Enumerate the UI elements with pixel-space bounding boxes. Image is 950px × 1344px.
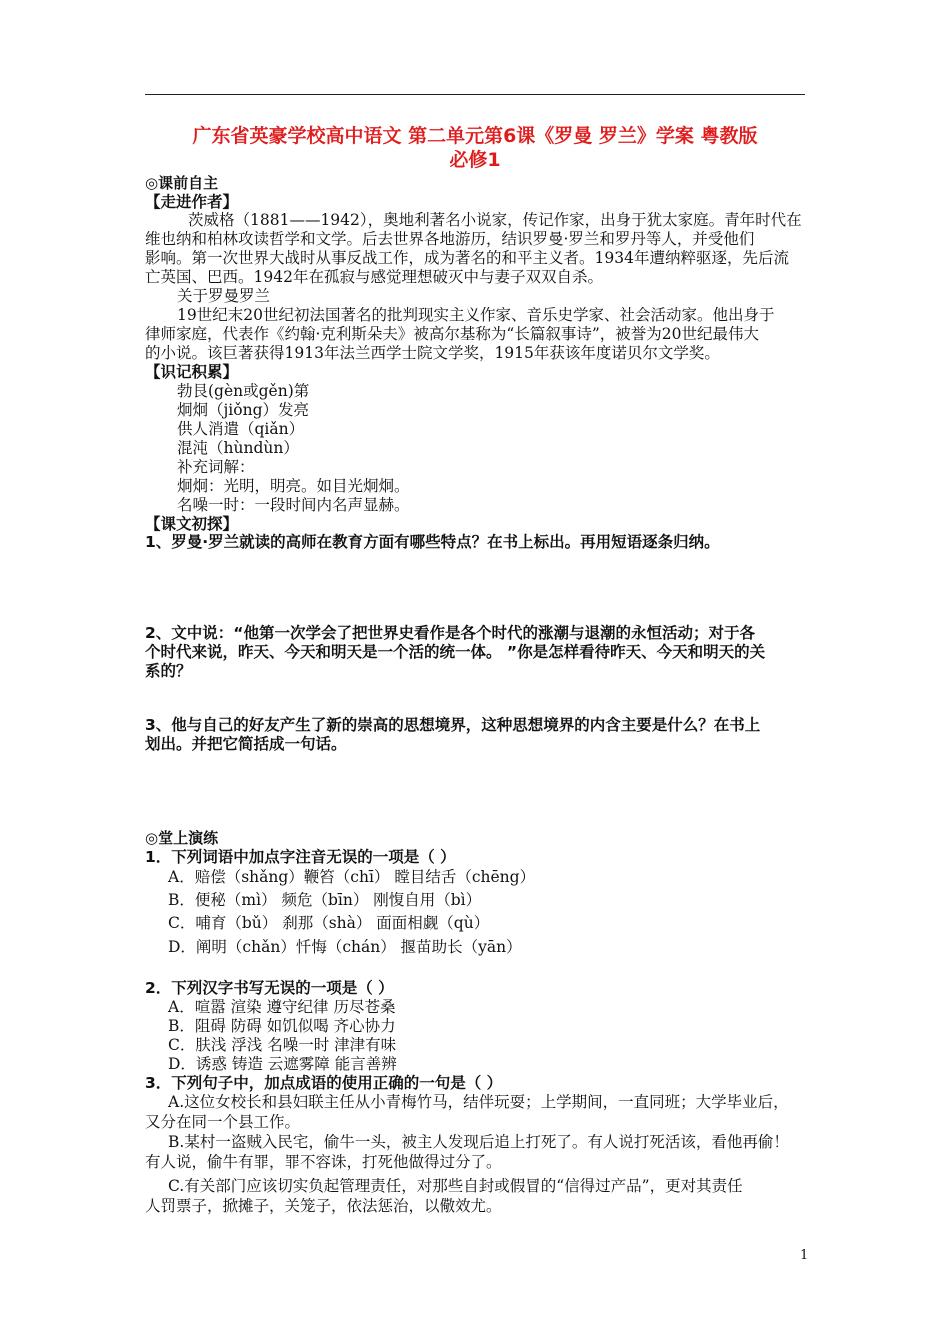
exercise-1-stem: 1．下列词语中加点字注音无误的一项是（ ） xyxy=(145,848,456,866)
exercise-1-option: A．赔偿（shǎng）鞭笞（chī） 瞠目结舌（chēng） xyxy=(168,868,536,886)
title-line-2: 必修1 xyxy=(449,149,501,171)
exercise-3-option-c: 人罚票子，掀摊子，关笼子，依法惩治，以儆效尤。 xyxy=(145,1197,502,1215)
question-2-line: 2、文中说：“他第一次学会了把世界史看作是各个时代的涨潮与退潮的永恒活动；对于各 xyxy=(145,624,755,642)
about-label: 关于罗曼罗兰 xyxy=(177,287,271,305)
vocab-item: 混沌（hùndùn） xyxy=(177,439,299,457)
author-line: 影响。第一次世界大战时从事反战工作，成为著名的和平主义者。1934年遭纳粹驱逐，先后流 xyxy=(145,249,789,267)
about-line: 的小说。该巨著获得1913年法兰西学士院文学奖，1915年获该年度诺贝尔文学奖。 xyxy=(145,344,720,362)
vocab-item: 补充词解： xyxy=(177,458,255,476)
subheading-vocab: 【识记积累】 xyxy=(145,363,239,381)
exercise-1-option: D．阐明（chǎn）忏悔（chán） 揠苗助长（yān） xyxy=(168,938,522,956)
exercise-3-option-b: B.某村一盗贼入民宅，偷牛一头，被主人发现后追上打死了。有人说打死活该，看他再偷！ xyxy=(168,1133,789,1151)
author-line: 维也纳和柏林攻读哲学和文学。后去世界各地游历，结识罗曼·罗兰和罗丹等人，并受他们 xyxy=(145,230,755,248)
subheading-author: 【走进作者】 xyxy=(145,193,239,211)
about-line: 律师家庭，代表作《约翰·克利斯朵夫》被高尔基称为“长篇叙事诗”，被誉为20世纪最伟大 xyxy=(145,325,760,343)
section-heading-in-class: ◎堂上演练 xyxy=(145,829,219,847)
exercise-3-option-a: A.这位女校长和县妇联主任从小青梅竹马，结伴玩耍；上学期间，一直同班；大学毕业后， xyxy=(168,1093,789,1111)
header-rule xyxy=(145,94,805,95)
exercise-2-option: B．阻碍 防碍 如饥似喝 齐心协力 xyxy=(168,1017,396,1035)
exercise-2-stem: 2．下列汉字书写无误的一项是（ ） xyxy=(145,979,394,997)
question-2-line: 个时代来说，昨天、今天和明天是一个活的统一体。 ”你是怎样看待昨天、今天和明天的关 xyxy=(145,643,766,661)
exercise-3-option-c: C.有关部门应该切实负起管理责任，对那些自封或假冒的“信得过产品”，更对其责任 xyxy=(168,1177,743,1195)
question-3-line: 3、他与自己的好友产生了新的崇高的思想境界，这种思想境界的内含主要是什么？在书上 xyxy=(145,716,761,734)
author-line: 亡英国、巴西。1942年在孤寂与感觉理想破灭中与妻子双双自杀。 xyxy=(145,268,603,286)
exercise-2-option: C．肤浅 浮浅 名噪一时 津津有味 xyxy=(168,1036,397,1054)
exercise-1-option: B．便秘（mì） 频危（bīn） 刚愎自用（bì） xyxy=(168,891,482,909)
page-title xyxy=(145,124,805,172)
author-line: 茨威格（1881——1942），奥地利著名小说家，传记作家，出身于犹太家庭。青年时代在 xyxy=(188,211,802,229)
exercise-3-stem: 3．下列句子中，加点成语的使用正确的一句是（ ） xyxy=(145,1074,503,1092)
question-2-line: 系的？ xyxy=(145,662,192,680)
exercise-3-option-a: 又分在同一个县工作。 xyxy=(145,1113,301,1131)
about-line: 19世纪末20世纪初法国著名的批判现实主义作家、音乐史学家、社会活动家。他出身于 xyxy=(177,306,775,324)
question-1: 1、罗曼·罗兰就读的高师在教育方面有哪些特点？在书上标出。再用短语逐条归纳。 xyxy=(145,533,720,551)
vocab-item: 供人消遣（qiǎn） xyxy=(177,420,305,438)
vocab-item: 炯炯（jiǒng）发亮 xyxy=(177,401,310,419)
exercise-3-option-b: 有人说，偷牛有罪，罪不容诛，打死他做得过分了。 xyxy=(145,1153,502,1171)
title-line-1: 广东省英豪学校高中语文 第二单元第6课《罗曼 罗兰》学案 粤教版 xyxy=(192,125,758,147)
subheading-explore: 【课文初探】 xyxy=(145,515,239,533)
exercise-2-option: A．喧嚣 渲染 遵守纪律 历尽苍桑 xyxy=(168,998,396,1016)
exercise-1-option: C．哺育（bǔ） 刹那（shà） 面面相觑（qù） xyxy=(168,914,490,932)
vocab-item: 勃艮(gèn或gěn)第 xyxy=(177,382,310,400)
exercise-2-option: D．诱惑 铸造 云遮雾障 能言善辨 xyxy=(168,1055,397,1073)
vocab-item: 炯炯：光明，明亮。如目光炯炯。 xyxy=(177,477,410,495)
question-3-line: 划出。并把它简括成一句话。 xyxy=(145,735,347,753)
page-number: 1 xyxy=(800,1248,809,1263)
vocab-item: 名噪一时：一段时间内名声显赫。 xyxy=(177,496,410,514)
section-heading-pre-class: ◎课前自主 xyxy=(145,174,219,192)
